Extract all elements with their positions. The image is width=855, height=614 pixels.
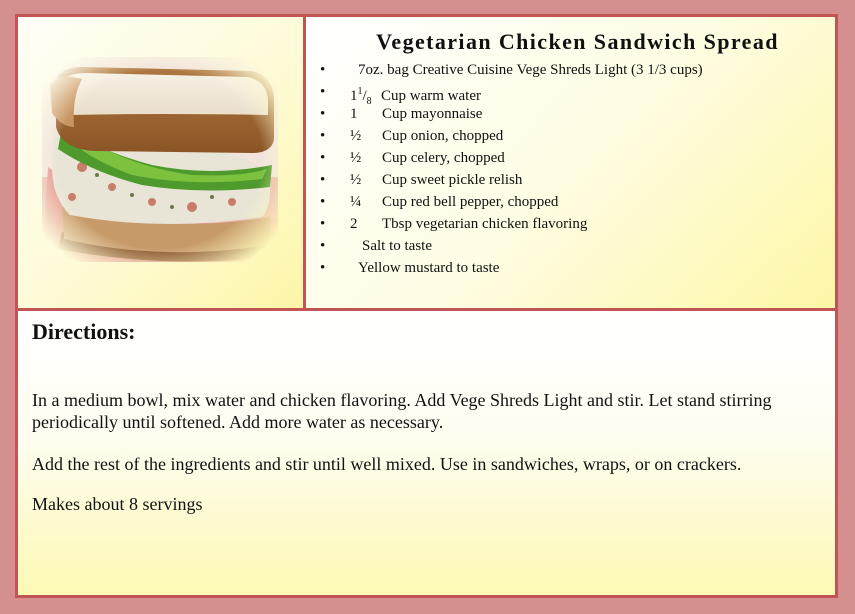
list-item [320, 147, 835, 169]
ingredient-qty: $1^1/_8$ [350, 86, 372, 107]
directions-body [32, 389, 812, 535]
directions-panel [18, 311, 835, 595]
list-item [320, 213, 835, 235]
ingredient-text: Cup celery, chopped [382, 150, 505, 166]
ingredients-list [306, 59, 835, 279]
ingredient-text: Cup warm water [381, 88, 481, 104]
list-item [320, 257, 835, 279]
photo-panel [18, 17, 306, 311]
sandwich-photo [42, 57, 278, 262]
ingredient-text: Cup onion, chopped [382, 128, 504, 144]
list-item [320, 59, 835, 81]
ingredient-qty: ½ [350, 150, 362, 166]
ingredient-text: Yellow mustard to taste [358, 260, 500, 276]
ingredient-qty: 1 [350, 106, 358, 122]
direction-paragraph: Add the rest of the ingredients and stir until well mixed. Use in sandwiches, wraps, or on crackers. [32, 454, 742, 474]
ingredient-text: Cup red bell pepper, chopped [382, 194, 559, 210]
list-item [320, 125, 835, 147]
list-item [320, 191, 835, 213]
list-item [320, 81, 835, 107]
ingredient-text: 7oz. bag Creative Cuisine Vege Shreds Light (3 1/3 cups) [358, 62, 703, 78]
recipe-card [15, 14, 838, 598]
directions-heading: Directions: [32, 319, 136, 344]
list-item [320, 103, 835, 125]
ingredients-panel [306, 17, 835, 311]
ingredient-qty: ¼ [350, 194, 362, 210]
recipe-title: Vegetarian Chicken Sandwich Spread [376, 29, 779, 54]
ingredient-text: Salt to taste [362, 238, 432, 254]
direction-paragraph: In a medium bowl, mix water and chicken flavoring. Add Vege Shreds Light and stir. Let stand stirring periodically until softened. Add more water as necessary. [32, 390, 772, 432]
list-item [320, 235, 835, 257]
servings-note: Makes about 8 servings [32, 494, 203, 514]
ingredient-text: Tbsp vegetarian chicken flavoring [382, 216, 588, 232]
ingredient-qty: ½ [350, 128, 362, 144]
list-item [320, 169, 835, 191]
ingredient-qty: 2 [350, 216, 358, 232]
ingredient-text: Cup mayonnaise [382, 106, 483, 122]
ingredient-qty: ½ [350, 172, 362, 188]
ingredient-text: Cup sweet pickle relish [382, 172, 523, 188]
